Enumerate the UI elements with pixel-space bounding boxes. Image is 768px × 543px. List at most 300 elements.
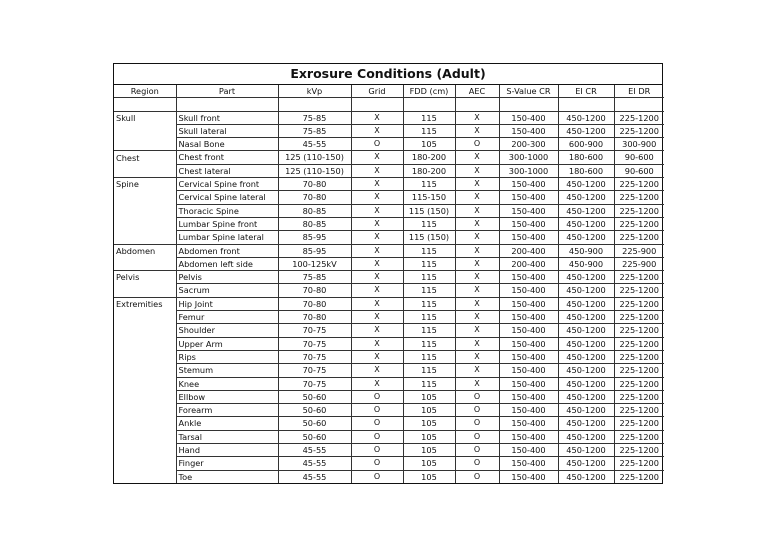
region-cell [114, 231, 176, 244]
grid-cell: X [351, 164, 403, 177]
kvp-cell: 70-75 [278, 337, 351, 350]
part-cell: Thoracic Spine [176, 204, 278, 217]
aec-cell: X [455, 377, 499, 390]
region-cell [114, 124, 176, 137]
part-cell: Lumbar Spine front [176, 217, 278, 230]
grid-cell: O [351, 430, 403, 443]
col-header-ei-dr: EI DR [614, 85, 664, 98]
region-cell [114, 204, 176, 217]
s-value-cr-cell: 150-400 [499, 217, 558, 230]
ei-dr-cell: 225-900 [614, 257, 664, 270]
ei-dr-cell: 225-1200 [614, 377, 664, 390]
region-cell [114, 430, 176, 443]
spacer-cell [558, 98, 614, 111]
fdd-cell: 105 [403, 457, 455, 470]
s-value-cr-cell: 150-400 [499, 231, 558, 244]
table-row [114, 178, 664, 191]
table-row [114, 124, 664, 137]
s-value-cr-cell: 300-1000 [499, 151, 558, 164]
table-row [114, 444, 664, 457]
aec-cell: X [455, 231, 499, 244]
region-cell [114, 364, 176, 377]
grid-cell: O [351, 417, 403, 430]
kvp-cell: 75-85 [278, 124, 351, 137]
ei-cr-cell: 450-1200 [558, 217, 614, 230]
s-value-cr-cell: 200-400 [499, 244, 558, 257]
ei-cr-cell: 450-1200 [558, 271, 614, 284]
part-cell: Finger [176, 457, 278, 470]
s-value-cr-cell: 150-400 [499, 444, 558, 457]
col-header-ei-cr: EI CR [558, 85, 614, 98]
table-row [114, 457, 664, 470]
aec-cell: X [455, 124, 499, 137]
ei-dr-cell: 225-1200 [614, 444, 664, 457]
ei-cr-cell: 450-1200 [558, 470, 614, 483]
aec-cell: X [455, 337, 499, 350]
table-row [114, 257, 664, 270]
region-cell [114, 457, 176, 470]
region-cell [114, 390, 176, 403]
table-row [114, 417, 664, 430]
part-cell: Nasal Bone [176, 138, 278, 151]
ei-dr-cell: 225-1200 [614, 337, 664, 350]
fdd-cell: 180-200 [403, 151, 455, 164]
kvp-cell: 45-55 [278, 457, 351, 470]
region-cell [114, 311, 176, 324]
ei-cr-cell: 450-1200 [558, 417, 614, 430]
fdd-cell: 115 [403, 337, 455, 350]
col-header-part: Part [176, 85, 278, 98]
spacer-cell [455, 98, 499, 111]
fdd-cell: 115 [403, 124, 455, 137]
aec-cell: X [455, 191, 499, 204]
ei-dr-cell: 225-1200 [614, 124, 664, 137]
fdd-cell: 115 [403, 324, 455, 337]
ei-cr-cell: 450-1200 [558, 284, 614, 297]
table-row [114, 364, 664, 377]
grid-cell: X [351, 244, 403, 257]
s-value-cr-cell: 150-400 [499, 457, 558, 470]
grid-cell: X [351, 257, 403, 270]
s-value-cr-cell: 200-400 [499, 257, 558, 270]
table-row [114, 337, 664, 350]
kvp-cell: 80-85 [278, 217, 351, 230]
ei-dr-cell: 225-1200 [614, 390, 664, 403]
region-cell [114, 404, 176, 417]
kvp-cell: 100-125kV [278, 257, 351, 270]
ei-dr-cell: 225-1200 [614, 457, 664, 470]
exposure-table [114, 85, 664, 483]
part-cell: Ankle [176, 417, 278, 430]
table-row [114, 297, 664, 310]
kvp-cell: 45-55 [278, 470, 351, 483]
part-cell: Chest lateral [176, 164, 278, 177]
fdd-cell: 115 [403, 284, 455, 297]
table-row [114, 404, 664, 417]
table-row [114, 138, 664, 151]
table-row [114, 217, 664, 230]
table-row [114, 271, 664, 284]
part-cell: Upper Arm [176, 337, 278, 350]
ei-cr-cell: 450-1200 [558, 324, 614, 337]
s-value-cr-cell: 150-400 [499, 124, 558, 137]
aec-cell: X [455, 324, 499, 337]
region-cell: Abdomen [114, 244, 176, 257]
table-row [114, 151, 664, 164]
aec-cell: X [455, 297, 499, 310]
s-value-cr-cell: 150-400 [499, 417, 558, 430]
kvp-cell: 70-80 [278, 178, 351, 191]
part-cell: Sacrum [176, 284, 278, 297]
aec-cell: X [455, 204, 499, 217]
kvp-cell: 70-75 [278, 364, 351, 377]
s-value-cr-cell: 150-400 [499, 178, 558, 191]
aec-cell: O [455, 444, 499, 457]
region-cell [114, 377, 176, 390]
aec-cell: X [455, 164, 499, 177]
ei-dr-cell: 225-1200 [614, 297, 664, 310]
part-cell: Toe [176, 470, 278, 483]
ei-cr-cell: 450-1200 [558, 404, 614, 417]
kvp-cell: 75-85 [278, 271, 351, 284]
s-value-cr-cell: 150-400 [499, 337, 558, 350]
sheet-title: Exrosure Conditions (Adult) [114, 64, 662, 85]
fdd-cell: 115 [403, 111, 455, 124]
ei-dr-cell: 225-1200 [614, 404, 664, 417]
ei-dr-cell: 225-1200 [614, 364, 664, 377]
part-cell: Skull lateral [176, 124, 278, 137]
kvp-cell: 50-60 [278, 430, 351, 443]
aec-cell: X [455, 257, 499, 270]
part-cell: Cervical Spine lateral [176, 191, 278, 204]
aec-cell: O [455, 138, 499, 151]
fdd-cell: 105 [403, 470, 455, 483]
grid-cell: X [351, 178, 403, 191]
aec-cell: O [455, 457, 499, 470]
s-value-cr-cell: 150-400 [499, 350, 558, 363]
table-row [114, 470, 664, 483]
aec-cell: O [455, 390, 499, 403]
table-row [114, 324, 664, 337]
grid-cell: X [351, 297, 403, 310]
ei-dr-cell: 225-1200 [614, 430, 664, 443]
kvp-cell: 125 (110-150) [278, 164, 351, 177]
kvp-cell: 70-80 [278, 191, 351, 204]
header-row [114, 85, 664, 98]
spacer-cell [403, 98, 455, 111]
grid-cell: O [351, 404, 403, 417]
fdd-cell: 115 [403, 178, 455, 191]
s-value-cr-cell: 150-400 [499, 111, 558, 124]
region-cell [114, 217, 176, 230]
fdd-cell: 115 [403, 297, 455, 310]
kvp-cell: 70-75 [278, 350, 351, 363]
table-row [114, 191, 664, 204]
fdd-cell: 105 [403, 390, 455, 403]
table-row [114, 204, 664, 217]
kvp-cell: 45-55 [278, 444, 351, 457]
part-cell: Cervical Spine front [176, 178, 278, 191]
fdd-cell: 115 [403, 311, 455, 324]
grid-cell: X [351, 124, 403, 137]
fdd-cell: 115 [403, 271, 455, 284]
grid-cell: X [351, 204, 403, 217]
part-cell: Lumbar Spine lateral [176, 231, 278, 244]
part-cell: Stemum [176, 364, 278, 377]
region-cell [114, 337, 176, 350]
ei-cr-cell: 450-1200 [558, 444, 614, 457]
fdd-cell: 115 [403, 257, 455, 270]
aec-cell: X [455, 178, 499, 191]
part-cell: Ellbow [176, 390, 278, 403]
ei-cr-cell: 450-1200 [558, 204, 614, 217]
grid-cell: O [351, 470, 403, 483]
table-row [114, 231, 664, 244]
spacer-cell [351, 98, 403, 111]
s-value-cr-cell: 150-400 [499, 364, 558, 377]
region-cell [114, 138, 176, 151]
ei-dr-cell: 225-900 [614, 244, 664, 257]
grid-cell: X [351, 271, 403, 284]
table-row [114, 390, 664, 403]
ei-cr-cell: 180-600 [558, 151, 614, 164]
part-cell: Femur [176, 311, 278, 324]
grid-cell: X [351, 311, 403, 324]
aec-cell: O [455, 417, 499, 430]
part-cell: Pelvis [176, 271, 278, 284]
part-cell: Abdomen front [176, 244, 278, 257]
aec-cell: X [455, 364, 499, 377]
table-row [114, 111, 664, 124]
region-cell: Spine [114, 178, 176, 191]
spacer-row [114, 98, 664, 111]
grid-cell: X [351, 350, 403, 363]
table-row [114, 164, 664, 177]
kvp-cell: 85-95 [278, 244, 351, 257]
s-value-cr-cell: 300-1000 [499, 164, 558, 177]
s-value-cr-cell: 150-400 [499, 404, 558, 417]
s-value-cr-cell: 150-400 [499, 311, 558, 324]
s-value-cr-cell: 150-400 [499, 324, 558, 337]
spacer-cell [499, 98, 558, 111]
kvp-cell: 70-75 [278, 324, 351, 337]
aec-cell: O [455, 470, 499, 483]
ei-cr-cell: 450-1200 [558, 297, 614, 310]
part-cell: Chest front [176, 151, 278, 164]
ei-cr-cell: 450-1200 [558, 178, 614, 191]
aec-cell: X [455, 244, 499, 257]
aec-cell: O [455, 430, 499, 443]
region-cell: Pelvis [114, 271, 176, 284]
col-header-grid: Grid [351, 85, 403, 98]
grid-cell: O [351, 138, 403, 151]
table-row [114, 311, 664, 324]
kvp-cell: 45-55 [278, 138, 351, 151]
region-cell [114, 324, 176, 337]
ei-cr-cell: 600-900 [558, 138, 614, 151]
fdd-cell: 105 [403, 138, 455, 151]
ei-dr-cell: 225-1200 [614, 204, 664, 217]
ei-cr-cell: 450-1200 [558, 191, 614, 204]
s-value-cr-cell: 150-400 [499, 390, 558, 403]
ei-dr-cell: 90-600 [614, 164, 664, 177]
part-cell: Tarsal [176, 430, 278, 443]
col-header-kvp: kVp [278, 85, 351, 98]
s-value-cr-cell: 150-400 [499, 284, 558, 297]
table-row [114, 430, 664, 443]
spacer-cell [278, 98, 351, 111]
ei-dr-cell: 225-1200 [614, 350, 664, 363]
region-cell [114, 350, 176, 363]
grid-cell: X [351, 284, 403, 297]
fdd-cell: 115 (150) [403, 231, 455, 244]
spacer-cell [114, 98, 176, 111]
region-cell [114, 164, 176, 177]
grid-cell: X [351, 151, 403, 164]
fdd-cell: 180-200 [403, 164, 455, 177]
ei-cr-cell: 450-1200 [558, 350, 614, 363]
ei-dr-cell: 225-1200 [614, 191, 664, 204]
part-cell: Hip Joint [176, 297, 278, 310]
ei-cr-cell: 450-1200 [558, 364, 614, 377]
grid-cell: X [351, 337, 403, 350]
col-header-s-value-cr: S-Value CR [499, 85, 558, 98]
fdd-cell: 105 [403, 430, 455, 443]
ei-dr-cell: 225-1200 [614, 231, 664, 244]
fdd-cell: 115-150 [403, 191, 455, 204]
aec-cell: X [455, 284, 499, 297]
aec-cell: O [455, 404, 499, 417]
kvp-cell: 50-60 [278, 404, 351, 417]
region-cell: Extremities [114, 297, 176, 310]
kvp-cell: 70-80 [278, 297, 351, 310]
region-cell [114, 470, 176, 483]
grid-cell: X [351, 111, 403, 124]
exposure-conditions-sheet [113, 63, 663, 484]
grid-cell: X [351, 231, 403, 244]
ei-cr-cell: 450-1200 [558, 111, 614, 124]
aec-cell: X [455, 151, 499, 164]
s-value-cr-cell: 150-400 [499, 470, 558, 483]
part-cell: Skull front [176, 111, 278, 124]
ei-dr-cell: 225-1200 [614, 217, 664, 230]
ei-cr-cell: 180-600 [558, 164, 614, 177]
ei-dr-cell: 225-1200 [614, 324, 664, 337]
aec-cell: X [455, 350, 499, 363]
region-cell [114, 444, 176, 457]
table-row [114, 284, 664, 297]
kvp-cell: 50-60 [278, 390, 351, 403]
ei-dr-cell: 225-1200 [614, 178, 664, 191]
grid-cell: X [351, 377, 403, 390]
spacer-cell [614, 98, 664, 111]
grid-cell: O [351, 457, 403, 470]
fdd-cell: 115 [403, 217, 455, 230]
ei-dr-cell: 90-600 [614, 151, 664, 164]
col-header-fdd: FDD (cm) [403, 85, 455, 98]
part-cell: Abdomen left side [176, 257, 278, 270]
kvp-cell: 50-60 [278, 417, 351, 430]
s-value-cr-cell: 150-400 [499, 297, 558, 310]
table-row [114, 377, 664, 390]
ei-cr-cell: 450-1200 [558, 311, 614, 324]
ei-dr-cell: 225-1200 [614, 111, 664, 124]
grid-cell: X [351, 191, 403, 204]
col-header-aec: AEC [455, 85, 499, 98]
kvp-cell: 70-75 [278, 377, 351, 390]
region-cell: Skull [114, 111, 176, 124]
region-cell [114, 284, 176, 297]
s-value-cr-cell: 150-400 [499, 191, 558, 204]
kvp-cell: 80-85 [278, 204, 351, 217]
grid-cell: X [351, 217, 403, 230]
ei-cr-cell: 450-1200 [558, 124, 614, 137]
part-cell: Forearm [176, 404, 278, 417]
part-cell: Knee [176, 377, 278, 390]
fdd-cell: 115 [403, 364, 455, 377]
grid-cell: O [351, 444, 403, 457]
ei-dr-cell: 225-1200 [614, 271, 664, 284]
kvp-cell: 70-80 [278, 284, 351, 297]
grid-cell: O [351, 390, 403, 403]
spacer-cell [176, 98, 278, 111]
fdd-cell: 115 [403, 377, 455, 390]
fdd-cell: 115 [403, 244, 455, 257]
ei-dr-cell: 225-1200 [614, 284, 664, 297]
s-value-cr-cell: 150-400 [499, 430, 558, 443]
aec-cell: X [455, 217, 499, 230]
part-cell: Hand [176, 444, 278, 457]
kvp-cell: 70-80 [278, 311, 351, 324]
kvp-cell: 125 (110-150) [278, 151, 351, 164]
ei-cr-cell: 450-1200 [558, 377, 614, 390]
grid-cell: X [351, 324, 403, 337]
s-value-cr-cell: 150-400 [499, 377, 558, 390]
kvp-cell: 75-85 [278, 111, 351, 124]
region-cell [114, 191, 176, 204]
region-cell: Chest [114, 151, 176, 164]
ei-dr-cell: 225-1200 [614, 470, 664, 483]
ei-cr-cell: 450-900 [558, 257, 614, 270]
fdd-cell: 115 [403, 350, 455, 363]
table-row [114, 244, 664, 257]
fdd-cell: 105 [403, 444, 455, 457]
kvp-cell: 85-95 [278, 231, 351, 244]
part-cell: Shoulder [176, 324, 278, 337]
ei-cr-cell: 450-1200 [558, 430, 614, 443]
fdd-cell: 105 [403, 404, 455, 417]
ei-cr-cell: 450-900 [558, 244, 614, 257]
ei-cr-cell: 450-1200 [558, 390, 614, 403]
s-value-cr-cell: 150-400 [499, 204, 558, 217]
ei-dr-cell: 300-900 [614, 138, 664, 151]
table-row [114, 350, 664, 363]
ei-cr-cell: 450-1200 [558, 231, 614, 244]
fdd-cell: 105 [403, 417, 455, 430]
s-value-cr-cell: 150-400 [499, 271, 558, 284]
region-cell [114, 417, 176, 430]
ei-cr-cell: 450-1200 [558, 337, 614, 350]
ei-dr-cell: 225-1200 [614, 311, 664, 324]
part-cell: Rips [176, 350, 278, 363]
col-header-region: Region [114, 85, 176, 98]
ei-cr-cell: 450-1200 [558, 457, 614, 470]
ei-dr-cell: 225-1200 [614, 417, 664, 430]
aec-cell: X [455, 271, 499, 284]
grid-cell: X [351, 364, 403, 377]
s-value-cr-cell: 200-300 [499, 138, 558, 151]
region-cell [114, 257, 176, 270]
